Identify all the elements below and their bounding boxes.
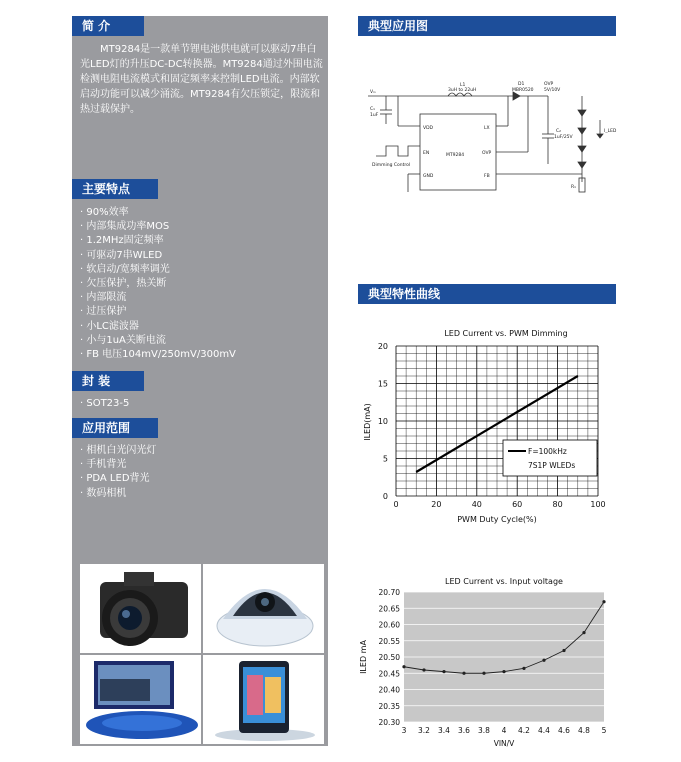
x-tick-label: 20 <box>431 500 442 509</box>
l1-value: 3uH to 22uH <box>448 88 477 93</box>
x-tick-label: 3 <box>401 726 407 735</box>
dimming-label: Dimming Control <box>372 163 411 168</box>
feature-item: · 可驱动7串WLED <box>80 249 236 263</box>
legend-box <box>503 440 597 476</box>
feature-item: · 内部限流 <box>80 291 236 305</box>
feature-item: · 1.2MHz固定频率 <box>80 234 236 248</box>
x-tick-label: 3.8 <box>478 726 490 735</box>
features-list <box>80 206 236 362</box>
c2-value: 1uF/25V <box>554 135 573 140</box>
x-tick-label: 3.6 <box>458 726 470 735</box>
x-tick-label: 0 <box>393 500 399 509</box>
pin-gnd: GND <box>423 174 434 179</box>
left-panel <box>72 16 328 746</box>
c1-label: C₁ <box>370 107 375 112</box>
features-heading: 主要特点 <box>72 179 158 199</box>
c2-label: C₂ <box>556 129 561 134</box>
y-tick-label: 20.60 <box>378 620 400 630</box>
circuit-heading: 典型应用图 <box>358 16 616 36</box>
y-tick-label: 20.55 <box>378 636 400 646</box>
y-axis-label: ILED mA <box>359 640 368 674</box>
data-point <box>482 672 485 675</box>
intro-text: MT9284是一款单节锂电池供电就可以驱动7串白光LED灯的升压DC-DC转换器。MT9284通过外围电流检测电阻电流模式和固定频率来控制LED电流。内部软启动功能可以减少涌流。MT9284有欠压锁定，限流和热过载保护。 <box>80 44 323 115</box>
x-tick-label: 4.8 <box>578 726 590 735</box>
pin-lx: LX <box>484 126 490 131</box>
camera-photo <box>80 564 201 653</box>
y-tick-label: 20.45 <box>378 669 400 679</box>
y-tick-label: 20.70 <box>378 588 400 597</box>
y-tick-label: 20.40 <box>378 685 400 695</box>
data-point <box>422 668 425 671</box>
d1-label: D1 <box>518 82 525 87</box>
y-tick-label: 15 <box>377 379 388 389</box>
feature-item: · 软启动/宽频率调光 <box>80 263 236 277</box>
package-item: · SOT23-5 <box>80 397 129 411</box>
ic-label: MT9284 <box>446 153 465 158</box>
x-axis-label: VIN/V <box>493 739 515 748</box>
vin-label: Vᵢₙ <box>370 90 376 95</box>
y-tick-label: 20 <box>377 342 388 351</box>
c1-value: 1uF <box>370 113 379 118</box>
pin-vdd: VDD <box>423 126 434 131</box>
x-tick-label: 3.4 <box>438 726 450 735</box>
intro-heading: 简 介 <box>72 16 144 36</box>
phone-photo <box>203 655 324 744</box>
legend-text: 7S1P WLEDs <box>528 461 576 470</box>
y-tick-label: 20.50 <box>378 653 400 662</box>
application-item: · 数码相机 <box>80 487 156 501</box>
feature-item: · FB 电压104mV/250mV/300mV <box>80 348 236 362</box>
package-list <box>80 397 129 411</box>
x-tick-label: 80 <box>552 500 563 509</box>
applications-list <box>80 444 156 501</box>
data-point <box>502 670 505 673</box>
x-tick-label: 40 <box>471 500 482 509</box>
y-tick-label: 0 <box>382 492 388 501</box>
x-tick-label: 4 <box>501 726 507 735</box>
ovp-value: 5V/10V <box>544 88 561 93</box>
iled-label: I_LED <box>604 129 617 134</box>
y-tick-label: 20.35 <box>378 701 400 711</box>
data-point <box>402 665 405 668</box>
data-point <box>522 667 525 670</box>
feature-item: · 小与1uA关断电流 <box>80 334 236 348</box>
ovp-label: OVP <box>544 82 554 87</box>
curves-heading: 典型特性曲线 <box>358 284 616 304</box>
application-item: · 相机白光闪光灯 <box>80 444 156 458</box>
application-circuit <box>368 74 618 200</box>
x-tick-label: 60 <box>512 500 523 509</box>
data-point <box>602 600 605 603</box>
chart-title: LED Current vs. Input voltage <box>445 577 563 586</box>
x-tick-label: 3.2 <box>418 726 430 735</box>
data-point <box>542 659 545 662</box>
data-point <box>562 649 565 652</box>
data-point <box>442 670 445 673</box>
rs-label: R₁ <box>571 185 576 190</box>
feature-item: · 小LC滤波器 <box>80 320 236 334</box>
pin-fb: FB <box>484 174 490 179</box>
feature-item: · 欠压保护，热关断 <box>80 277 236 291</box>
x-tick-label: 4.4 <box>538 726 550 735</box>
x-axis-label: PWM Duty Cycle(%) <box>457 515 537 524</box>
x-tick-label: 4.2 <box>518 726 530 735</box>
pin-en: EN <box>423 151 430 156</box>
d1-value: MBR0520 <box>512 88 534 93</box>
y-tick-label: 5 <box>382 454 388 464</box>
application-item: · 手机背光 <box>80 458 156 472</box>
y-tick-label: 10 <box>377 417 388 426</box>
data-point <box>462 672 465 675</box>
y-tick-label: 20.65 <box>378 604 400 614</box>
applications-heading: 应用范围 <box>72 418 158 438</box>
product-photos <box>80 564 324 744</box>
y-axis-label: ILED(mA) <box>363 403 372 441</box>
pin-ovp: OVP <box>482 151 492 156</box>
pwm-dimming-chart <box>356 322 618 536</box>
feature-item: · 内部集成功率MOS <box>80 220 236 234</box>
feature-item: · 90%效率 <box>80 206 236 220</box>
dome-camera-photo <box>203 564 324 653</box>
input-voltage-chart <box>356 572 618 752</box>
chart-title: LED Current vs. PWM Dimming <box>444 329 568 338</box>
application-item: · PDA LED背光 <box>80 472 156 486</box>
x-tick-label: 100 <box>590 500 606 509</box>
package-heading: 封 装 <box>72 371 144 391</box>
feature-item: · 过压保护 <box>80 305 236 319</box>
y-tick-label: 20.30 <box>378 718 400 727</box>
x-tick-label: 5 <box>601 726 607 735</box>
x-tick-label: 4.6 <box>558 726 570 735</box>
l1-label: L1 <box>460 83 466 88</box>
legend-text: F=100kHz <box>528 447 567 456</box>
data-point <box>582 631 585 634</box>
dvd-player-photo <box>80 655 201 744</box>
